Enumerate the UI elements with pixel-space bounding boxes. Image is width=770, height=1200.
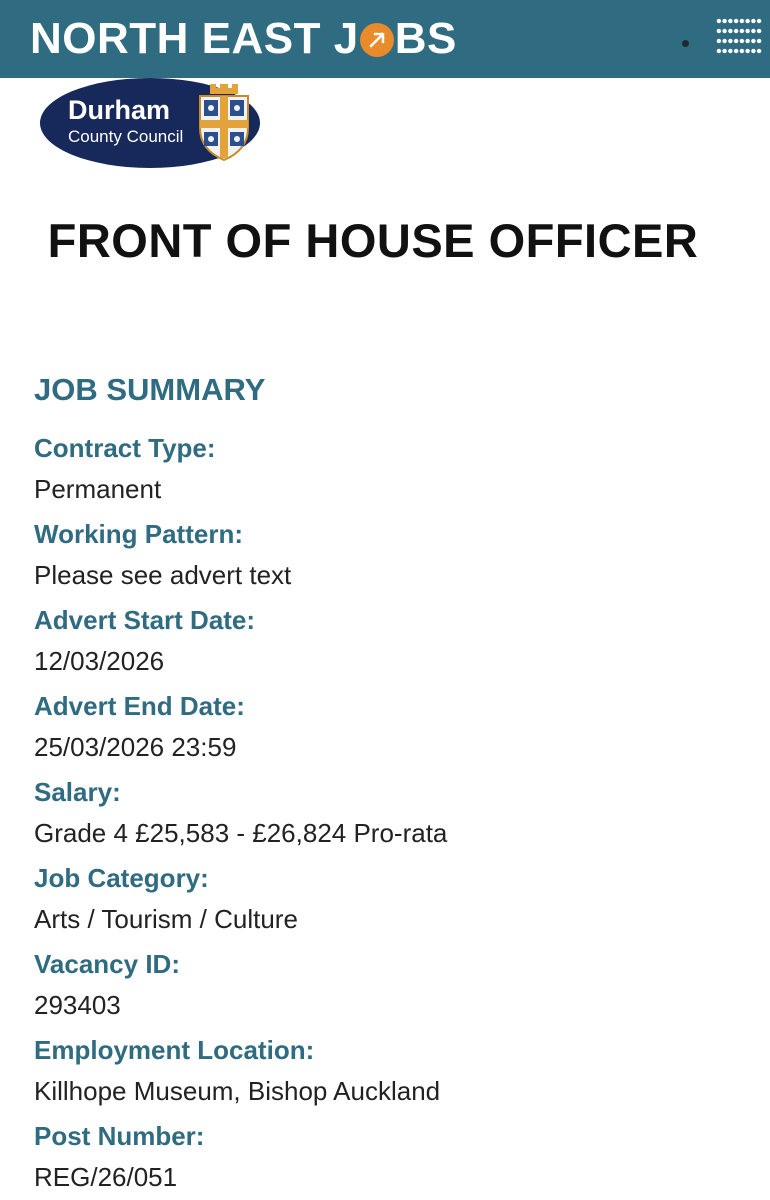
field-value: Grade 4 £25,583 - £26,824 Pro-rata (34, 818, 448, 848)
field-label: Working Pattern: (34, 519, 243, 549)
field-label: Job Category: (34, 863, 209, 893)
brand-text-part1: NORTH EAST J (30, 14, 359, 63)
field-label: Vacancy ID: (34, 949, 180, 979)
brand-text-part2: BS (394, 14, 457, 63)
field-label: Advert Start Date: (34, 605, 256, 635)
field-advert-end-date (34, 688, 754, 765)
field-salary (34, 774, 754, 851)
field-post-number (34, 1118, 754, 1195)
field-label: Employment Location: (34, 1035, 315, 1065)
field-label: Salary: (34, 777, 121, 807)
field-value: Permanent (34, 474, 162, 504)
employer-logo-line2: County Council (68, 127, 184, 146)
employer-logo (38, 78, 262, 170)
field-contract-type (34, 430, 754, 507)
field-value: 12/03/2026 (34, 646, 165, 676)
job-title: FRONT OF HOUSE OFFICER (47, 214, 699, 267)
arrow-icon (360, 23, 394, 57)
field-value: 293403 (34, 990, 121, 1020)
field-label: Post Number: (34, 1121, 205, 1151)
field-label: Contract Type: (34, 433, 216, 463)
field-value: Killhope Museum, Bishop Auckland (34, 1076, 441, 1106)
field-label: Advert End Date: (34, 691, 245, 721)
job-summary-heading: JOB SUMMARY (34, 372, 266, 407)
field-value: Please see advert text (34, 560, 292, 590)
crest-icon (192, 80, 256, 164)
site-header (0, 0, 770, 78)
field-advert-start-date (34, 602, 754, 679)
field-working-pattern (34, 516, 754, 593)
field-value: REG/26/051 (34, 1162, 178, 1192)
field-value: 25/03/2026 23:59 (34, 732, 237, 762)
field-value: Arts / Tourism / Culture (34, 904, 298, 934)
grid-menu-icon[interactable] (716, 18, 762, 54)
status-dot (682, 40, 689, 47)
field-employment-location (34, 1032, 754, 1109)
site-logo-link[interactable] (30, 12, 457, 66)
employer-logo-line1: Durham (68, 95, 171, 125)
field-vacancy-id (34, 946, 754, 1023)
field-job-category (34, 860, 754, 937)
